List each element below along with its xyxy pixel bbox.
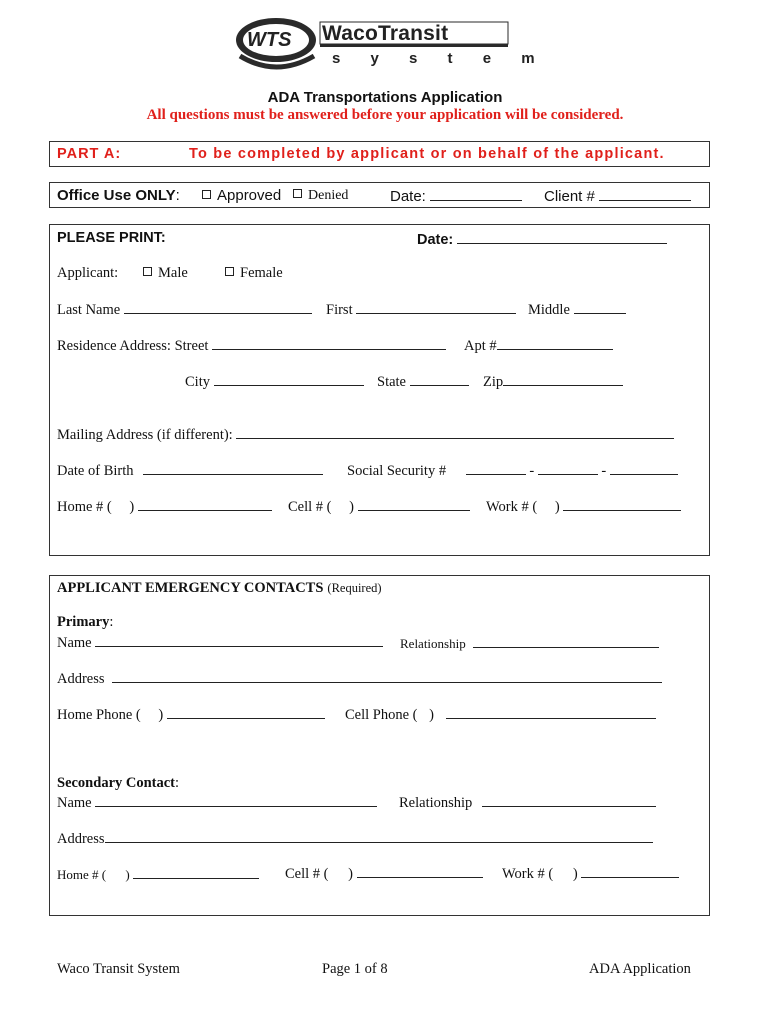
primary-cell-phone-label: Cell Phone (: [345, 707, 418, 723]
footer-left: Waco Transit System: [57, 961, 180, 977]
state-label: State: [377, 374, 406, 390]
work-phone-label: Work # (: [486, 499, 538, 515]
logo-sub: s y s t e m: [332, 50, 548, 67]
applicant-date-label: Date:: [417, 232, 454, 248]
page-title: ADA Transportations Application: [267, 89, 503, 106]
secondary-home-close: ): [125, 867, 130, 882]
part-a-box: [49, 141, 710, 167]
applicant-date-field[interactable]: [457, 230, 667, 244]
office-use-colon: :: [175, 187, 180, 204]
male-label: Male: [158, 265, 188, 281]
denied-label: Denied: [308, 188, 349, 203]
secondary-cell-field[interactable]: [357, 864, 483, 878]
ssn-field-1[interactable]: [466, 461, 526, 475]
last-name-label: Last Name: [57, 302, 121, 318]
apt-label: Apt #: [464, 338, 497, 354]
male-checkbox[interactable]: [143, 267, 152, 276]
primary-home-phone-field[interactable]: [167, 705, 325, 719]
secondary-address-label: Address: [57, 831, 105, 847]
footer-page-number: Page 1 of 8: [322, 961, 388, 977]
ssn-label: Social Security #: [347, 463, 447, 479]
secondary-cell-close: ): [348, 866, 353, 882]
approved-checkbox[interactable]: [202, 190, 211, 199]
office-use-box: [49, 182, 710, 208]
ssn-field-2[interactable]: [538, 461, 598, 475]
primary-relationship-field[interactable]: [473, 634, 659, 648]
secondary-name-field[interactable]: [95, 793, 377, 807]
middle-name-label: Middle: [528, 302, 570, 318]
dob-label: Date of Birth: [57, 463, 134, 479]
primary-cell-phone-field[interactable]: [446, 705, 656, 719]
primary-home-phone-close: ): [158, 707, 164, 723]
female-checkbox[interactable]: [225, 267, 234, 276]
dob-field[interactable]: [143, 461, 323, 475]
home-phone-field[interactable]: [138, 497, 272, 511]
first-name-label: First: [326, 302, 353, 318]
city-label: City: [185, 374, 210, 390]
part-a-label: PART A:: [57, 146, 122, 162]
office-date-label: Date:: [390, 188, 426, 205]
work-phone-field[interactable]: [563, 497, 681, 511]
home-phone-close: ): [129, 499, 135, 515]
emergency-required: (Required): [327, 581, 382, 595]
primary-cell-phone-close: ): [429, 707, 434, 723]
primary-address-label: Address: [57, 671, 105, 687]
state-field[interactable]: [410, 372, 469, 386]
applicant-label: Applicant:: [57, 265, 119, 281]
residence-street-field[interactable]: [212, 336, 446, 350]
emergency-title: APPLICANT EMERGENCY CONTACTS: [57, 580, 324, 596]
zip-field[interactable]: [503, 372, 623, 386]
secondary-cell-label: Cell # (: [285, 866, 329, 882]
middle-name-field[interactable]: [574, 300, 626, 314]
denied-checkbox[interactable]: [293, 189, 302, 198]
last-name-field[interactable]: [124, 300, 312, 314]
logo: [236, 16, 548, 74]
mailing-field[interactable]: [236, 425, 674, 439]
emergency-contacts-box: [49, 575, 710, 916]
primary-name-label: Name: [57, 635, 92, 651]
please-print-label: PLEASE PRINT:: [57, 230, 166, 246]
residence-label: Residence Address: Street: [57, 338, 209, 354]
applicant-box: [49, 224, 710, 556]
page-subtitle: All questions must be answered before your application will be considered.: [146, 107, 624, 123]
secondary-relationship-field[interactable]: [482, 793, 656, 807]
logo-name: WacoTransit: [322, 22, 449, 45]
primary-name-field[interactable]: [95, 633, 383, 647]
client-number-field[interactable]: [599, 187, 691, 201]
cell-phone-close: ): [349, 499, 354, 515]
secondary-work-label: Work # (: [502, 866, 554, 882]
ssn-dash-2: -: [601, 463, 607, 479]
secondary-relationship-label: Relationship: [399, 795, 473, 811]
cell-phone-field[interactable]: [358, 497, 470, 511]
secondary-home-label: Home # (: [57, 867, 107, 882]
office-date-field[interactable]: [430, 187, 522, 201]
secondary-home-field[interactable]: [133, 865, 259, 879]
primary-relationship-label: Relationship: [400, 636, 466, 651]
client-number-label: Client #: [544, 188, 595, 205]
secondary-colon: :: [175, 775, 180, 791]
first-name-field[interactable]: [356, 300, 516, 314]
mailing-label: Mailing Address (if different):: [57, 427, 233, 443]
logo-abbr: WTS: [247, 29, 292, 51]
footer-right: ADA Application: [589, 961, 691, 977]
office-use-label: Office Use ONLY: [57, 187, 176, 204]
secondary-label: Secondary Contact: [57, 775, 176, 791]
approved-label: Approved: [217, 187, 282, 204]
primary-home-phone-label: Home Phone (: [57, 707, 141, 723]
ssn-dash-1: -: [529, 463, 535, 479]
primary-label: Primary: [57, 614, 110, 630]
secondary-work-field[interactable]: [581, 864, 679, 878]
primary-colon: :: [109, 614, 114, 630]
secondary-name-label: Name: [57, 795, 92, 811]
home-phone-label: Home # (: [57, 499, 112, 515]
city-field[interactable]: [214, 372, 364, 386]
part-a-desc: To be completed by applicant or on behalf of the applicant.: [189, 146, 665, 162]
female-label: Female: [240, 265, 283, 281]
ssn-field-3[interactable]: [610, 461, 678, 475]
work-phone-close: ): [554, 499, 560, 515]
cell-phone-label: Cell # (: [288, 499, 332, 515]
apt-field[interactable]: [497, 336, 613, 350]
secondary-address-field[interactable]: [105, 829, 653, 843]
primary-address-field[interactable]: [112, 669, 662, 683]
zip-label: Zip: [483, 374, 504, 390]
secondary-work-close: ): [572, 866, 578, 882]
